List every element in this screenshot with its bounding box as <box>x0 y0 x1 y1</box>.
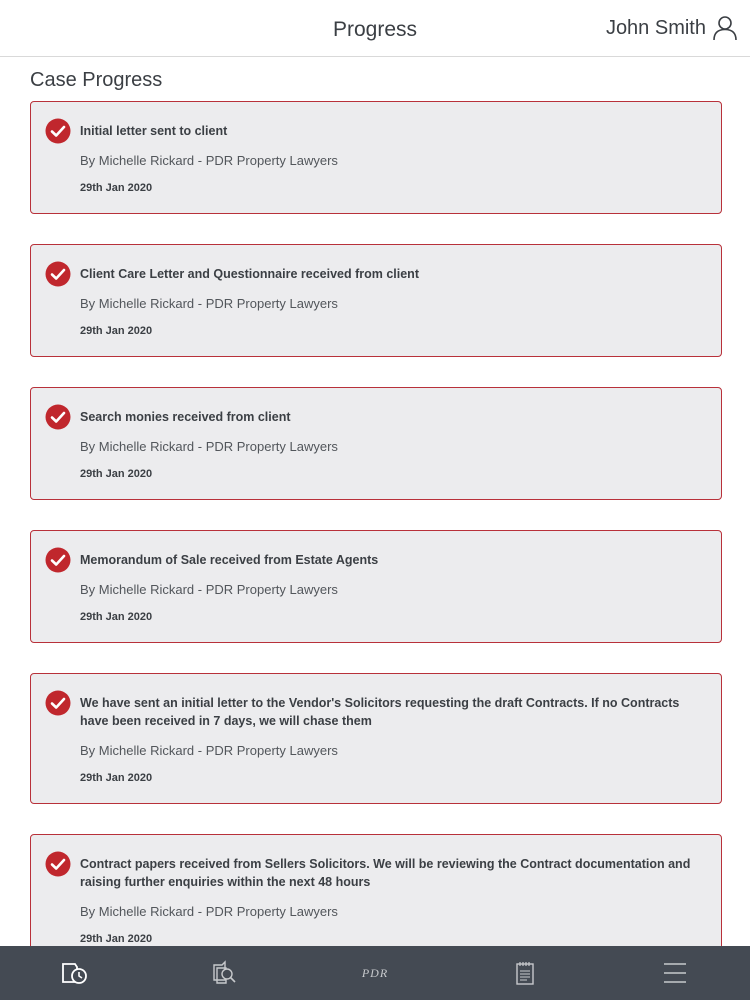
section-title: Case Progress <box>30 69 163 91</box>
progress-card-date: 29th Jan 2020 <box>80 772 153 784</box>
progress-card[interactable] <box>30 673 722 804</box>
tab-progress[interactable] <box>45 946 105 1000</box>
progress-card[interactable] <box>30 530 722 643</box>
user-profile-button[interactable] <box>606 14 738 42</box>
progress-card-title: Contract papers received from Sellers Solicitors. We will be reviewing the Contract documentation and raising further enquiries within the next 48 hours <box>80 857 691 889</box>
check-circle-icon <box>45 261 71 287</box>
user-icon <box>712 15 738 41</box>
tab-documents[interactable] <box>195 946 255 1000</box>
check-circle-icon <box>45 690 71 716</box>
progress-card-author: By Michelle Rickard - PDR Property Lawyers <box>80 904 338 919</box>
progress-card-author: By Michelle Rickard - PDR Property Lawyers <box>80 296 338 311</box>
progress-card[interactable] <box>30 387 722 500</box>
progress-card[interactable] <box>30 101 722 214</box>
document-search-icon <box>211 960 239 986</box>
progress-card-date: 29th Jan 2020 <box>80 325 153 337</box>
progress-content[interactable] <box>0 57 750 946</box>
progress-card-title: Client Care Letter and Questionnaire received from client <box>80 267 419 281</box>
check-circle-icon <box>45 851 71 877</box>
bottom-tab-bar <box>0 946 750 1000</box>
progress-card-date: 29th Jan 2020 <box>80 611 153 623</box>
tab-notes[interactable] <box>495 946 555 1000</box>
user-name: John Smith <box>605 16 706 39</box>
progress-card[interactable] <box>30 834 722 946</box>
progress-card-title: We have sent an initial letter to the Vendor's Solicitors requesting the draft Contracts. If no Contracts have been received in 7 days, we will chase them <box>80 696 680 728</box>
tab-home[interactable] <box>345 946 405 1000</box>
pdr-logo-icon: PDR <box>361 965 389 980</box>
progress-card-title: Memorandum of Sale received from Estate Agents <box>80 553 379 567</box>
check-circle-icon <box>45 547 71 573</box>
menu-icon <box>663 962 687 984</box>
progress-list <box>30 101 722 946</box>
progress-card[interactable] <box>30 244 722 357</box>
progress-card-author: By Michelle Rickard - PDR Property Lawyers <box>80 153 338 168</box>
progress-icon <box>60 960 90 986</box>
progress-card-title: Search monies received from client <box>80 410 291 424</box>
progress-card-date: 29th Jan 2020 <box>80 182 153 194</box>
progress-card-author: By Michelle Rickard - PDR Property Lawyers <box>80 439 338 454</box>
progress-card-author: By Michelle Rickard - PDR Property Lawyers <box>80 743 338 758</box>
page-title: Progress <box>332 18 418 41</box>
tab-menu[interactable] <box>645 946 705 1000</box>
progress-card-title: Initial letter sent to client <box>80 124 228 138</box>
app-header <box>0 0 750 57</box>
progress-card-author: By Michelle Rickard - PDR Property Lawyers <box>80 582 338 597</box>
notepad-icon <box>514 960 536 986</box>
check-circle-icon <box>45 118 71 144</box>
progress-card-date: 29th Jan 2020 <box>80 468 153 480</box>
progress-card-date: 29th Jan 2020 <box>80 933 153 945</box>
check-circle-icon <box>45 404 71 430</box>
